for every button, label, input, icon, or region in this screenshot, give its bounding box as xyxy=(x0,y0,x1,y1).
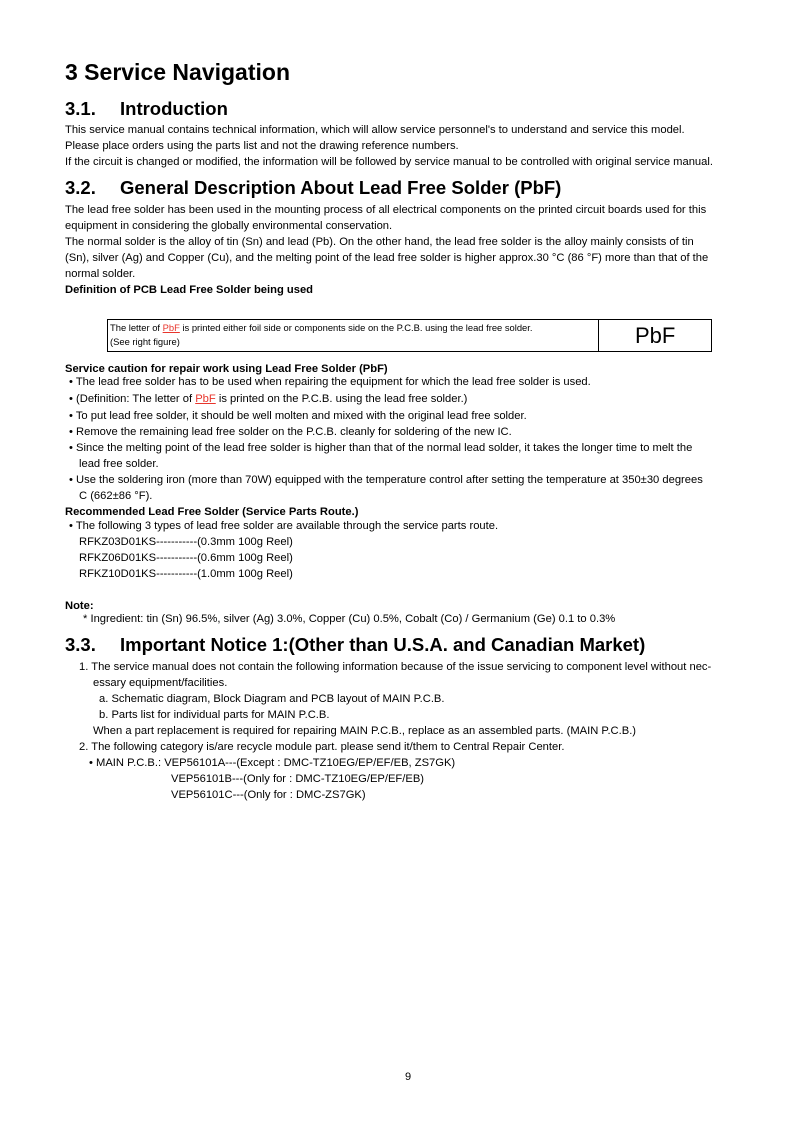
recommended-heading: Recommended Lead Free Solder (Service Parts Route.) xyxy=(65,506,359,518)
notice-item-continued: essary equipment/facilities. xyxy=(93,677,228,689)
solder-part-item: RFKZ06D01KS-----------(0.6mm 100g Reel) xyxy=(79,552,293,564)
pbf-definition-box xyxy=(107,319,712,352)
caution-item: • Since the melting point of the lead free solder is higher than that of the normal lead solder, it takes the longer time to melt the xyxy=(69,442,693,454)
section-heading-introduction xyxy=(65,98,228,120)
pbf-mark: PbF xyxy=(635,323,676,348)
notice-item-continued: When a part replacement is required for repairing MAIN P.C.B., replace as an assembled parts. (MAIN P.C.B.) xyxy=(93,725,637,737)
caution-item: • (Definition: The letter of PbF is printed on the P.C.B. using the lead free solder.) xyxy=(69,393,468,405)
section-heading-important-notice xyxy=(65,634,645,656)
notice-item: 2. The following category is/are recycle module part. please send it/them to Central Repair Center. xyxy=(79,741,565,753)
pbf-definition-text xyxy=(108,320,599,351)
note-text: * Ingredient: tin (Sn) 96.5%, silver (Ag) 3.0%, Copper (Cu) 0.5%, Cobalt (Co) / Germanium (Ge) 0.1 to 0.3% xyxy=(83,613,616,625)
intro-line: If the circuit is changed or modified, the information will be followed by service manual to be controlled with original service manual. xyxy=(65,156,713,168)
section-number: 3.2. xyxy=(65,177,96,198)
section-title: Important Notice 1:(Other than U.S.A. and Canadian Market) xyxy=(120,634,646,655)
body-line: The normal solder is the alloy of tin (Sn) and lead (Pb). On the other hand, the lead free solder is the alloy mainly consists of tin xyxy=(65,236,694,248)
section-number: 3.3. xyxy=(65,634,96,655)
intro-line: This service manual contains technical information, which will allow service personnel's to understand and service this model. xyxy=(65,124,685,136)
solder-part-item: RFKZ10D01KS-----------(1.0mm 100g Reel) xyxy=(79,568,293,580)
caution-item-continued: C (662±86 °F). xyxy=(79,490,153,502)
caution-item: • The lead free solder has to be used when repairing the equipment for which the lead free solder is used. xyxy=(69,376,591,388)
pbf-definition-line: The letter of PbF is printed either foil side or components side on the P.C.B. using the lead free solder. xyxy=(110,322,533,333)
caution-item-continued: lead free solder. xyxy=(79,458,159,470)
note-heading: Note: xyxy=(65,600,94,612)
pbf-inline-mark: PbF xyxy=(162,322,180,333)
body-line: normal solder. xyxy=(65,268,136,280)
notice-item: 1. The service manual does not contain the following information because of the issue servicing to component level without nec- xyxy=(79,661,712,673)
section-number: 3.1. xyxy=(65,98,96,119)
section-title: General Description About Lead Free Solder (PbF) xyxy=(120,177,562,198)
body-line: equipment in considering the globally environmental conservation. xyxy=(65,220,393,232)
body-line: The lead free solder has been used in the mounting process of all electrical components on the printed circuit boards used for this xyxy=(65,204,707,216)
recycle-part-item: VEP56101C---(Only for : DMC-ZS7GK) xyxy=(171,789,366,801)
recycle-part-item: VEP56101B---(Only for : DMC-TZ10EG/EP/EF/EB) xyxy=(171,773,425,785)
definition-heading: Definition of PCB Lead Free Solder being used xyxy=(65,284,314,296)
pbf-definition-line: (See right figure) xyxy=(110,336,180,347)
caution-item: • Remove the remaining lead free solder on the P.C.B. cleanly for soldering of the new IC. xyxy=(69,426,512,438)
caution-item: • To put lead free solder, it should be well molten and mixed with the original lead free solder. xyxy=(69,410,527,422)
section-title: Introduction xyxy=(120,98,228,119)
notice-subitem: a. Schematic diagram, Block Diagram and PCB layout of MAIN P.C.B. xyxy=(99,693,445,705)
recommended-intro: • The following 3 types of lead free solder are available through the service parts route. xyxy=(69,520,499,532)
caution-item: • Use the soldering iron (more than 70W) equipped with the temperature control after setting the temperature at 350±30 degrees xyxy=(69,474,703,486)
notice-subitem: b. Parts list for individual parts for MAIN P.C.B. xyxy=(99,709,330,721)
pbf-inline-mark: PbF xyxy=(195,393,216,405)
body-line: (Sn), silver (Ag) and Copper (Cu), and the melting point of the lead free solder is higher approx.30 °C (86 °F) more than that of the xyxy=(65,252,709,264)
section-heading-lead-free xyxy=(65,177,561,199)
caution-heading: Service caution for repair work using Lead Free Solder (PbF) xyxy=(65,363,388,375)
solder-part-item: RFKZ03D01KS-----------(0.3mm 100g Reel) xyxy=(79,536,293,548)
page-number: 9 xyxy=(405,1071,412,1083)
recycle-part-item: • MAIN P.C.B.: VEP56101A---(Except : DMC-TZ10EG/EP/EF/EB, ZS7GK) xyxy=(89,757,456,769)
intro-line: Please place orders using the parts list and not the drawing reference numbers. xyxy=(65,140,459,152)
page-title: 3 Service Navigation xyxy=(65,59,290,85)
